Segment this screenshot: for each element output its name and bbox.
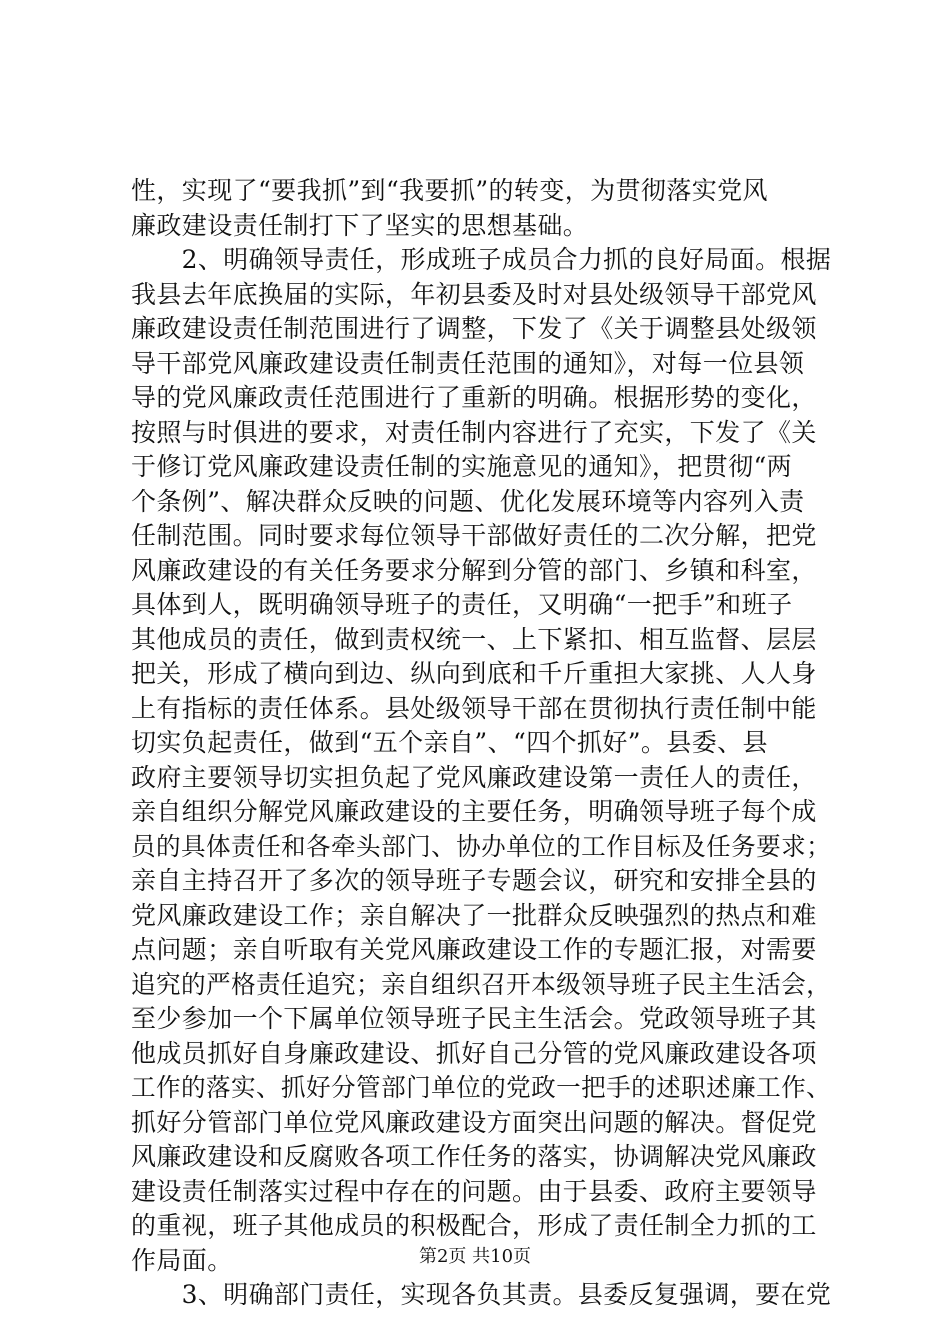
text-line: 亲自组织分解党风廉政建设的主要任务，明确领导班子每个成	[131, 797, 817, 826]
text-line: 于修订党风廉政建设责任制的实施意见的通知》，把贯彻“两	[131, 452, 793, 481]
text-line: 导干部党风廉政建设责任制责任范围的通知》，对每一位县领	[131, 348, 805, 378]
body-text	[131, 174, 831, 1313]
text-line: 党风廉政建设工作；亲自解决了一批群众反映强烈的热点和难	[131, 900, 817, 930]
text-line: 把关，形成了横向到边、纵向到底和千斤重担大家挑、人人身	[131, 659, 817, 688]
text-line: 其他成员的责任，做到责权统一、上下紧扣、相互监督、层层	[131, 624, 817, 654]
text-line: 个条例”、解决群众反映的问题、优化发展环境等内容列入责	[131, 486, 805, 516]
text-line: 导的党风廉政责任范围进行了重新的明确。根据形势的变化，	[131, 383, 817, 412]
text-line: 至少参加一个下属单位领导班子民主生活会。党政领导班子其	[131, 1004, 817, 1033]
text-line: 我县去年底换届的实际，年初县委及时对县处级领导干部党风	[131, 279, 817, 309]
text-line: 工作的落实、抓好分管部门单位的党政一把手的述职述廉工作、	[131, 1073, 832, 1102]
text-line: 抓好分管部门单位党风廉政建设方面突出问题的解决。督促党	[131, 1107, 817, 1137]
text-line: 切实负起责任，做到“五个亲自”、“四个抓好”。县委、县	[131, 728, 768, 757]
text-line: 3、明确部门责任，实现各负其责。县委反复强调，要在党	[131, 1280, 832, 1309]
text-line: 廉政建设责任制打下了坚实的思想基础。	[131, 210, 589, 240]
text-line: 作局面。	[131, 1245, 233, 1275]
text-line: 上有指标的责任体系。县处级领导干部在贯彻执行责任制中能	[131, 693, 817, 723]
text-line: 追究的严格责任追究；亲自组织召开本级领导班子民主生活会，	[131, 969, 832, 999]
text-line: 具体到人，既明确领导班子的责任，又明确“一把手”和班子	[131, 590, 793, 619]
text-line: 政府主要领导切实担负起了党风廉政建设第一责任人的责任，	[131, 762, 817, 792]
text-line: 廉政建设责任制范围进行了调整，下发了《关于调整县处级领	[131, 314, 817, 343]
text-line: 按照与时俱进的要求，对责任制内容进行了充实，下发了《关	[131, 417, 817, 447]
text-line: 性，实现了“要我抓”到“我要抓”的转变，为贯彻落实党风	[131, 176, 768, 205]
text-line: 风廉政建设和反腐败各项工作任务的落实，协调解决党风廉政	[131, 1142, 817, 1171]
text-line: 员的具体责任和各牵头部门、协办单位的工作目标及任务要求；	[131, 831, 832, 861]
text-line: 任制范围。同时要求每位领导干部做好责任的二次分解，把党	[131, 521, 817, 550]
text-line: 建设责任制落实过程中存在的问题。由于县委、政府主要领导	[131, 1176, 817, 1206]
text-line: 2、明确领导责任，形成班子成员合力抓的良好局面。根据	[131, 245, 832, 274]
page-number-footer: 第2页 共10页	[418, 1246, 532, 1267]
text-line: 的重视，班子其他成员的积极配合，形成了责任制全力抓的工	[131, 1211, 817, 1240]
text-line: 风廉政建设的有关任务要求分解到分管的部门、乡镇和科室，	[131, 555, 817, 585]
text-line: 亲自主持召开了多次的领导班子专题会议，研究和安排全县的	[131, 866, 817, 895]
text-line: 他成员抓好自身廉政建设、抓好自己分管的党风廉政建设各项	[131, 1038, 817, 1068]
text-line: 点问题；亲自听取有关党风廉政建设工作的专题汇报，对需要	[131, 935, 817, 964]
